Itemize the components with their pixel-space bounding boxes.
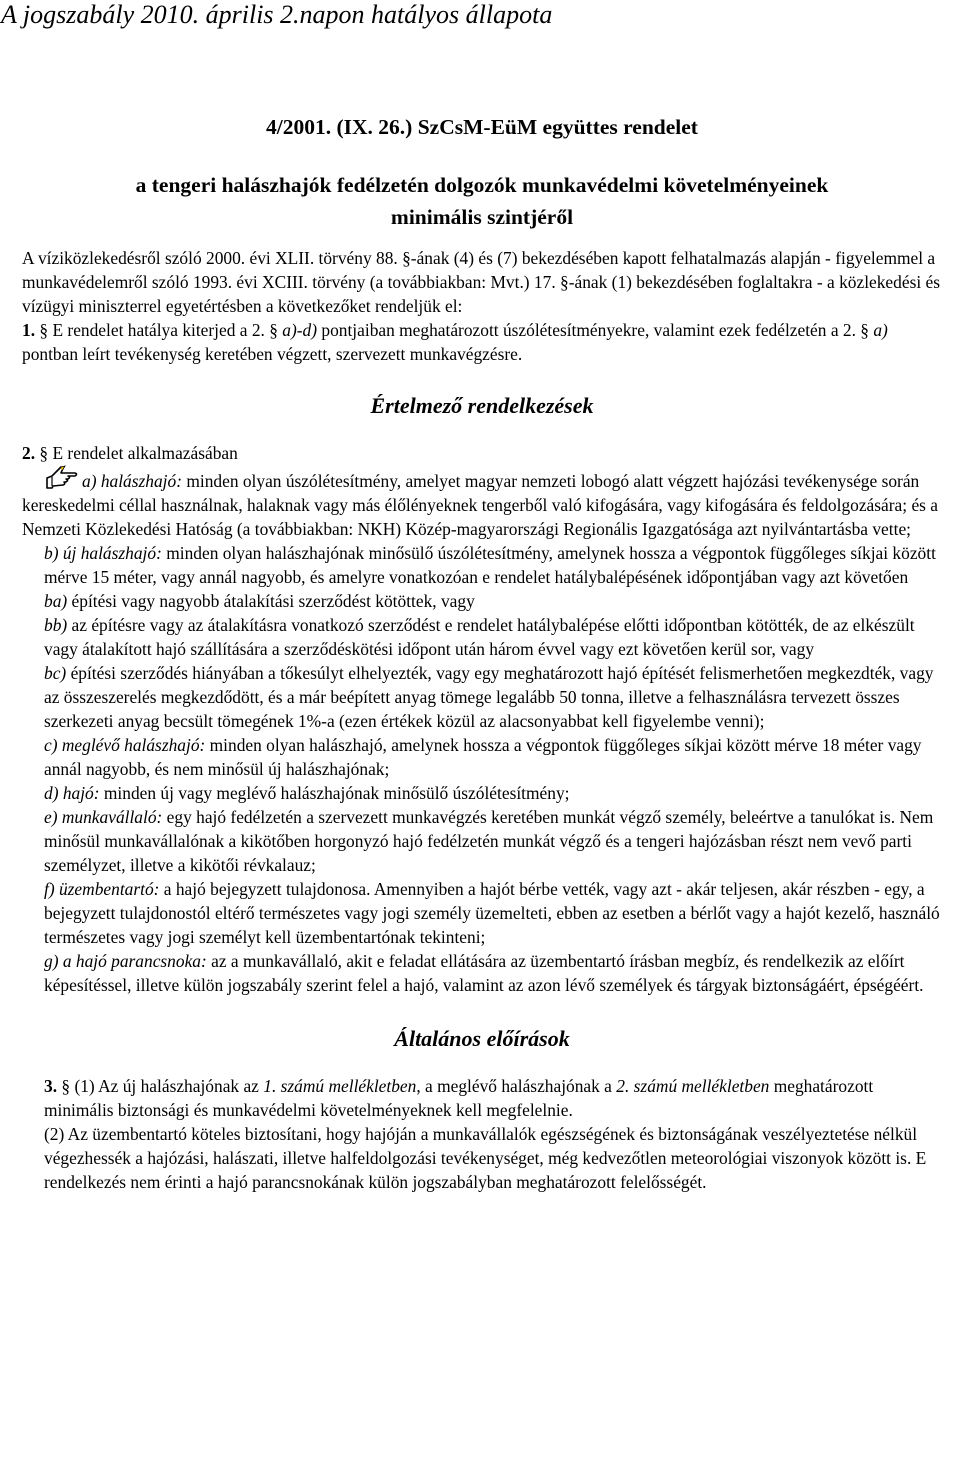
- document-body: [22, 112, 942, 1194]
- definition-f: f) üzembentartó: a hajó bejegyzett tulajdonosa. Amennyiben a hajót bérbe vették, vagy azt - akár teljesen, akár részben - egy, a bejegyzett tulajdonostól eltérő természetes vagy jogi személy üzemelteti, ebben az esetben a bérlőt vagy a hajót kezelő, használó természetes vagy jogi személyt kell üzembentartónak tekinteni;: [44, 879, 940, 947]
- document-subtitle: [22, 169, 942, 233]
- section-2-intro: 2. § E rendelet alkalmazásában: [22, 443, 238, 463]
- section-3-para-1: 3. § (1) Az új halászhajónak az 1. számú mellékletben, a meglévő halászhajónak a 2. számú mellékletben meghatározott minimális biztonsági és munkavédelmi követelményeknek kell megfelelnie.: [44, 1076, 874, 1120]
- subtitle-line-1: a tengeri halászhajók fedélzetén dolgozók munkavédelmi követelményeinek: [135, 173, 829, 197]
- heading-definitions: Értelmező rendelkezések: [370, 393, 594, 418]
- definition-d: d) hajó: minden új vagy meglévő halászhajónak minősülő úszólétesítmény;: [44, 783, 570, 803]
- pointing-hand-icon[interactable]: [44, 465, 80, 490]
- definition-bc: bc) építési szerződés hiányában a tőkesúlyt elhelyezték, vagy egy meghatározott hajó építését felismerhetően megkezdték, vagy az összeszerelés megkezdődött, és a már beépített anyag tömege legalább 50 tonna, illetve a felhasználásra tervezett összes szerkezeti anyag becsült tömegének 1%-a (ezen értékek közül az alacsonyabbat kell figyelembe venni);: [44, 663, 934, 731]
- preamble: A víziközlekedésről szóló 2000. évi XLII. törvény 88. §-ának (4) és (7) bekezdésében kapott felhatalmazás alapján - figyelemmel a munkavédelemről szóló 1993. évi XCIII. törvény (a továbbiakban: Mvt.) 17. §-ának (1) bekezdésében foglaltakra - a közlekedési és vízügyi miniszterrel egyetértésben a következőket rendeljük el:: [22, 248, 941, 316]
- heading-general-rules: Általános előírások: [394, 1026, 570, 1051]
- definition-e: e) munkavállaló: egy hajó fedélzetén a szervezett munkavégzés keretében munkát végző személy, beleértve a tanulókat is. Nem minősül munkavállalónak a kikötőben horgonyzó hajó fedélzetén munkát végző és a tengeri hajózásban részt nem vevő parti személyzet, illetve a kikötői révkalauz;: [44, 807, 934, 875]
- definition-ba: ba) építési vagy nagyobb átalakítási szerződést kötöttek, vagy: [44, 591, 475, 611]
- subtitle-line-2: minimális szintjéről: [390, 205, 574, 229]
- document-banner: A jogszabály 2010. április 2.napon hatályos állapota: [1, 0, 553, 29]
- document-title: 4/2001. (IX. 26.) SzCsM-EüM együttes rendelet: [266, 115, 698, 139]
- section-number: 1.: [22, 320, 36, 340]
- definition-a: a) halászhajó: minden olyan úszólétesítmény, amelyet magyar nemzeti lobogó alatt végzett hajózási tevékenysége során kereskedelmi céllal használnak, halaknak vagy más élőlényeknek tengerből való kifogására, vagy kifogására és feldolgozására; és a Nemzeti Közlekedési Hatóság (a továbbiakban: NKH) Közép-magyarországi Regionális Igazgatósága azt nyilvántartásba vette;: [22, 465, 942, 541]
- definition-b: b) új halászhajó: minden olyan halászhajónak minősülő úszólétesítmény, amelynek hossza a végpontok függőleges síkjai között mérve 15 méter, vagy annál nagyobb, és amelyre vonatkozóan e rendelet hatálybalépésének időpontjában vagy azt követően: [44, 543, 936, 587]
- section-number: 3.: [44, 1076, 58, 1096]
- section-number: 2.: [22, 443, 36, 463]
- section-3-para-2: (2) Az üzembentartó köteles biztosítani, hogy hajóján a munkavállalók egészségének és biztonságának veszélyeztetése nélkül végezhessék a hajózási, halászati, illetve halfeldolgozási tevékenységet, még kedvezőtlen meteorológiai viszonyok között is. E rendelkezés nem érinti a hajó parancsnokának külön jogszabályban meghatározott felelősségét.: [44, 1124, 927, 1192]
- definition-g: g) a hajó parancsnoka: az a munkavállaló, akit e feladat ellátására az üzembentartó írásban megbíz, és rendelkezik az előírt képesítéssel, illetve külön jogszabály szerint felel a hajó, valamint az azon lévő személyek és tárgyak biztonságáért, épségéért.: [44, 951, 924, 995]
- section-1: 1. § E rendelet hatálya kiterjed a 2. § a)-d) pontjaiban meghatározott úszólétesítményekre, valamint ezek fedélzetén a 2. § a) pontban leírt tevékenység keretében végzett, szervezett munkavégzésre.: [22, 320, 888, 364]
- definition-c: c) meglévő halászhajó: minden olyan halászhajó, amelynek hossza a végpontok függőleges síkjai között mérve 18 méter vagy annál nagyobb, és nem minősül új halászhajónak;: [44, 735, 922, 779]
- definition-bb: bb) az építésre vagy az átalakításra vonatkozó szerződést e rendelet hatálybalépése előtti időpontban kötötték, de az elkészült vagy átalakított hajó szállítására a szerződéskötési időpont után három évvel vagy ezt követően kerül sor, vagy: [44, 615, 915, 659]
